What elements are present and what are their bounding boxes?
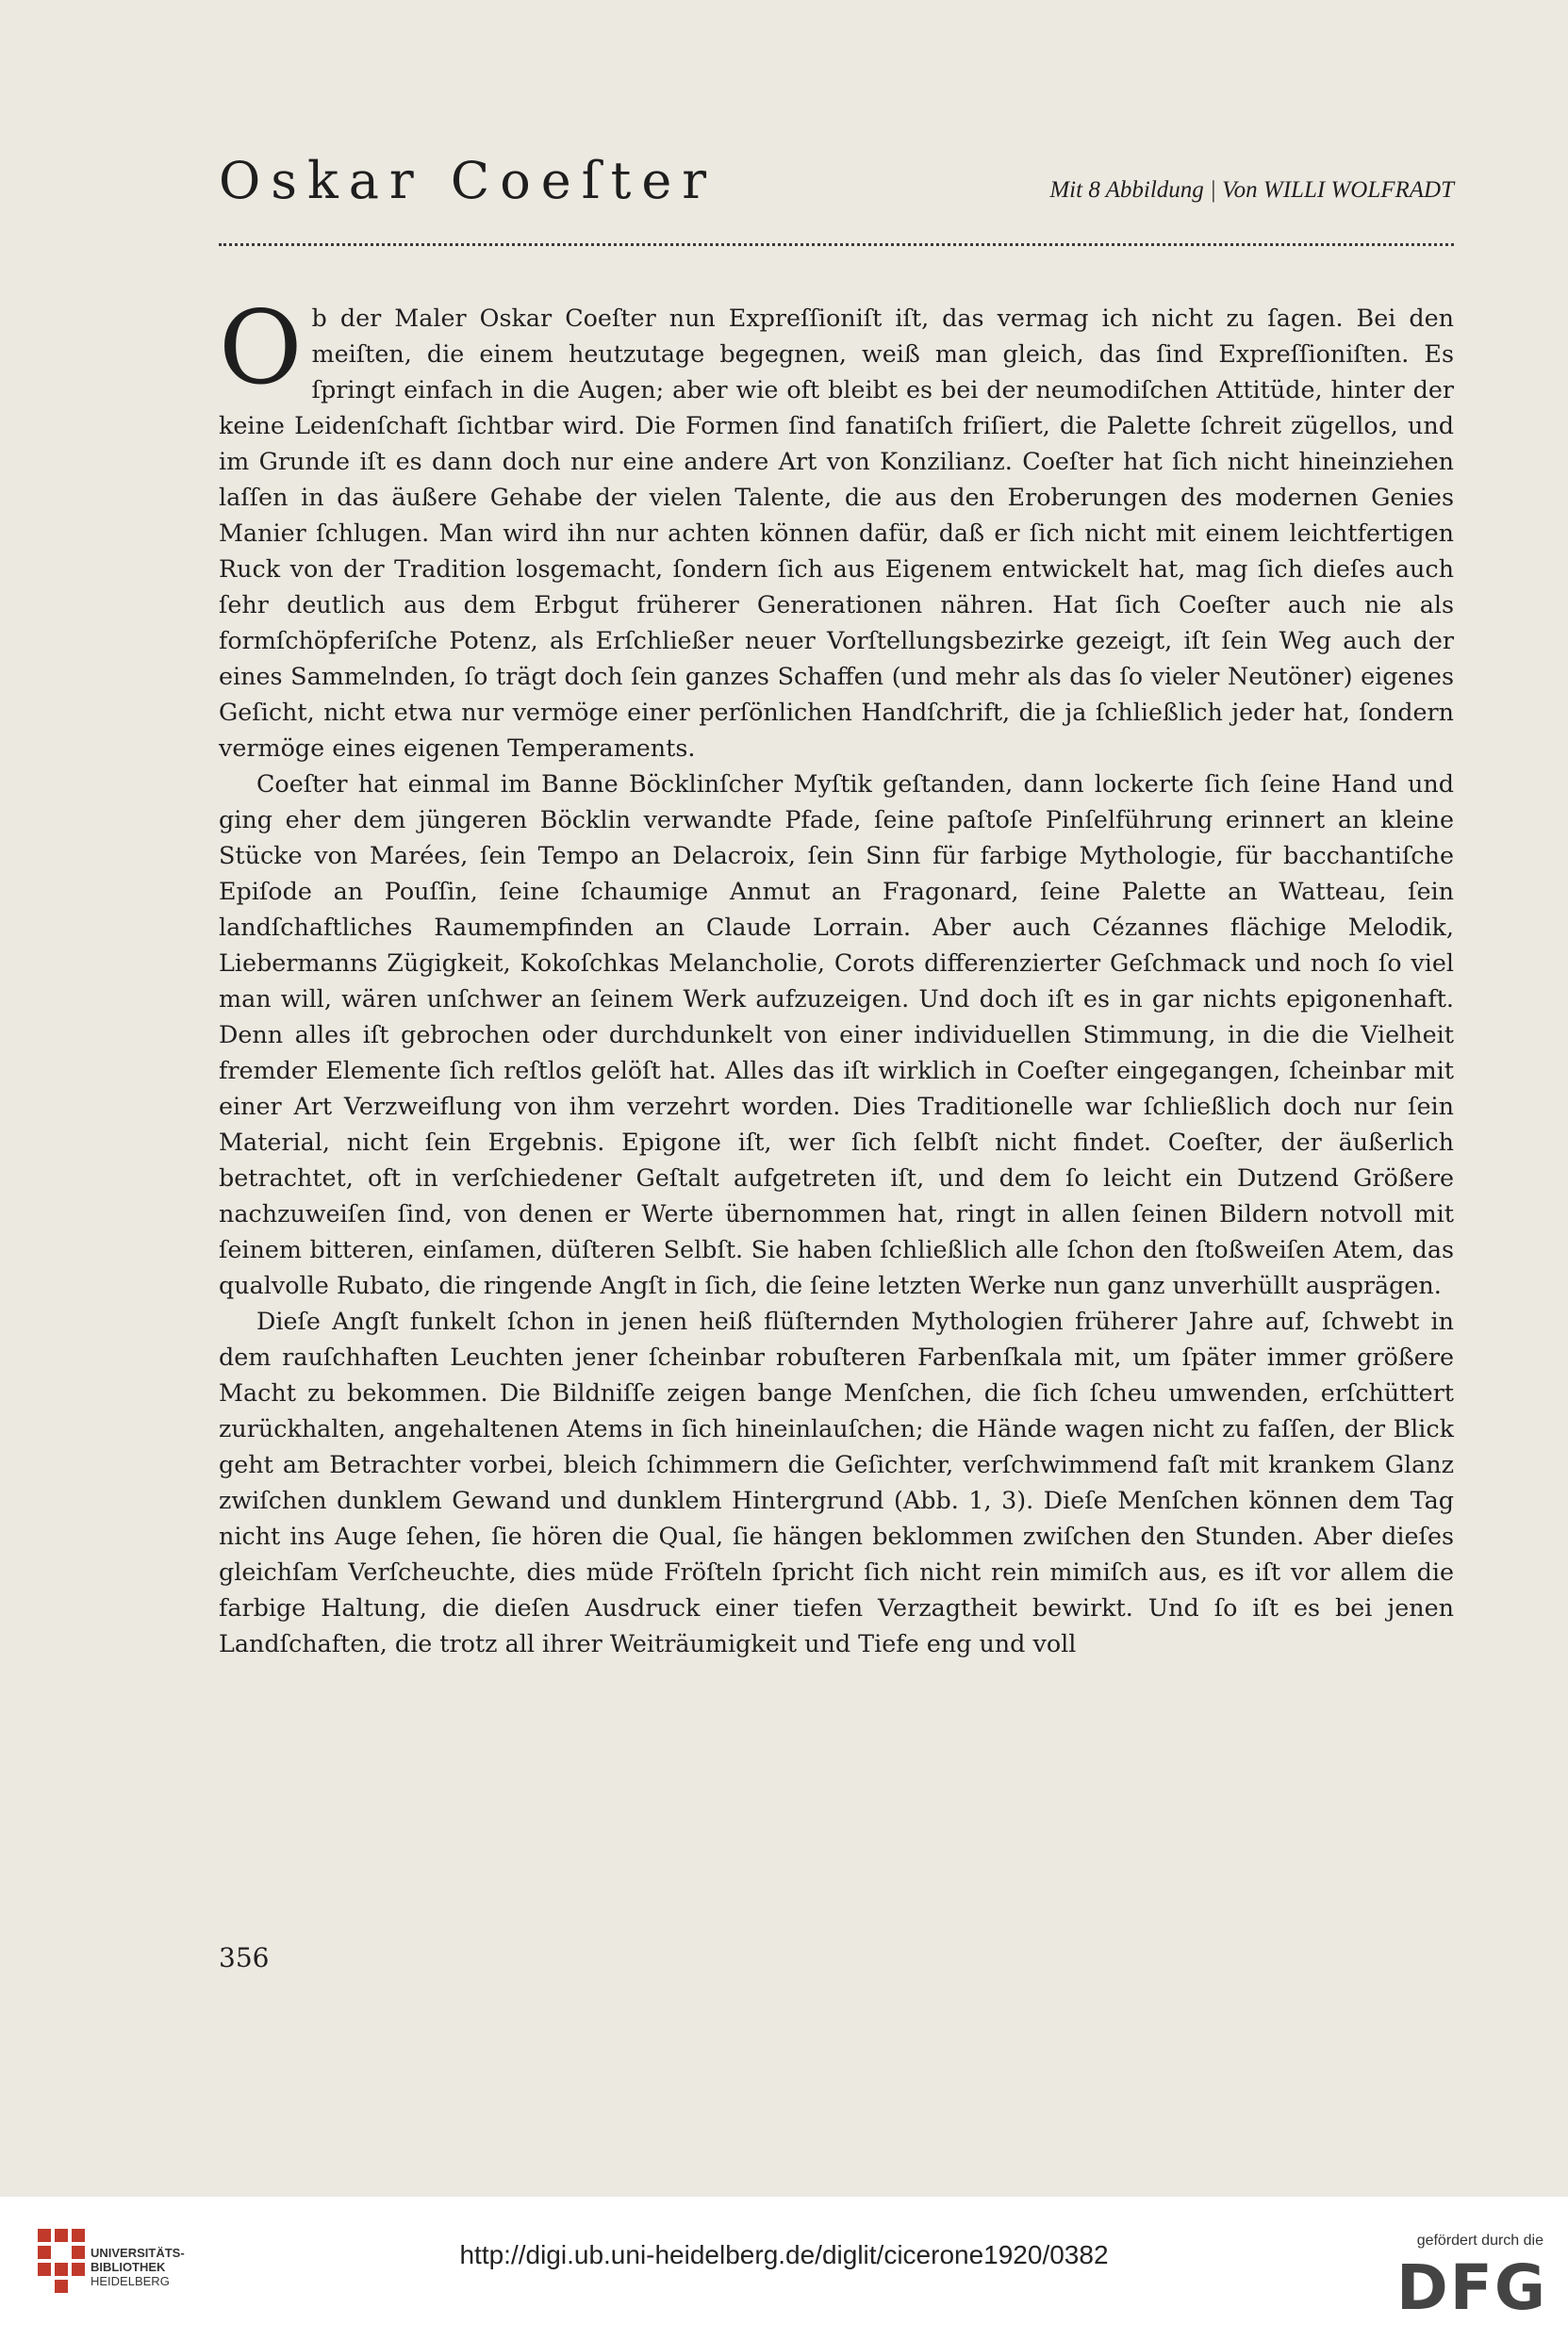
library-line-2: BIBLIOTHEK xyxy=(91,2260,166,2274)
article-title: Oskar Coeſter xyxy=(219,151,718,210)
paragraph-3: Dieſe Angſt funkelt ſchon in jenen heiß flüſternden Mythologien früherer Jahre auf, ſchwebt in dem rauſchhaften Leuchten jener ſcheinbar robuſteren Farbenſkala mit, um ſpäter immer größere Macht zu bekommen. Die Bildniſſe zeigen bange Menſchen, die ſich ſcheu umwenden, erſchüttert zurückhalten, angehaltenen Atems in ſich hineinlauſchen; die Hände wagen nicht zu faſſen, der Blick geht am Betrachter vorbei, bleich ſchimmern die Geſichter, verſchwimmend faſt mit krankem Glanz zwiſchen dunklem Gewand und dunklem Hintergrund (Abb. 1, 3). Dieſe Menſchen können dem Tag nicht ins Auge ſehen, ſie hören die Qual, ſie hängen beklommen zwiſchen den Stunden. Aber dieſes gleichſam Verſcheuchte, dies müde Fröſteln ſpricht ſich nicht rein mimiſch aus, es iſt vor allem die farbige Haltung, die dieſen Ausdruck einer tiefen Verzagtheit bewirkt. Und ſo iſt es bei jenen Landſchaften, die trotz all ihrer Weiträumigkeit und Tiefe eng und voll xyxy=(219,1307,1454,1657)
paragraph-2: Coeſter hat einmal im Banne Böcklinſcher Myſtik geſtanden, dann lockerte ſich ſeine Hand und ging eher dem jüngeren Böcklin verwandte Pfade, ſeine paſtoſe Pinſelführung erinnert an kleine Stücke von Marées, ſein Tempo an Delacroix, ſein Sinn für farbige Mythologie, für bacchantiſche Epiſode an Pouſſin, ſeine ſchaumige Anmut an Fragonard, ſeine Palette an Watteau, ſein landſchaftliches Raumempfinden an Claude Lorrain. Aber auch Cézannes flächige Melodik, Liebermanns Zügigkeit, Kokoſchkas Melancholie, Corots differenzierter Geſchmack und noch ſo viel man will, wären unſchwer an ſeinem Werk aufzuzeigen. Und doch iſt es in gar nichts epigonenhaft. Denn alles iſt gebrochen oder durchdunkelt von einer individuellen Stimmung, in die die Vielheit fremder Elemente ſich reſtlos gelöſt hat. Alles das iſt wirklich in Coeſter eingegangen, ſcheinbar mit einer Art Verzweiflung von ihm verzehrt worden. Dies Traditionelle war ſchließlich doch nur ſein Material, nicht ſein Ergebnis. Epigone iſt, wer ſich ſelbſt nicht findet. Coeſter, der äußerlich betrachtet, oft in verſchiedener Geſtalt aufgetreten iſt, und dem ſo leicht ein Dutzend Größere nachzuweiſen ſind, von denen er Werte übernommen hat, ringt in allen ſeinen Bildern notvoll mit ſeinem bitteren, einſamen, düſteren Selbſt. Sie haben ſchließlich alle ſchon den ſtoßweiſen Atem, das qualvolle Rubato, die ringende Angſt in ſich, die ſeine letzten Werke nun ganz unverhüllt ausprägen. xyxy=(219,769,1454,1299)
permalink-url[interactable]: http://digi.ub.uni-heidelberg.de/diglit/cicerone1920/0382 xyxy=(459,2240,1109,2269)
paragraph-1 xyxy=(219,289,1454,766)
header-dotted-rule xyxy=(219,243,1454,246)
viewer-footer xyxy=(0,2197,1568,2341)
funding-caption: gefördert durch die xyxy=(1416,2233,1543,2249)
page-number: 356 xyxy=(219,1942,270,1973)
library-line-3: HEIDELBERG xyxy=(91,2274,170,2288)
paragraph-1-text: b der Maler Oskar Coeſter nun Expreſſioniſt iſt, das vermag ich nicht zu ſagen. Bei den meiſten, die einem heutzutage begegnen, weiß man gleich, das ſind Expreſſioniſten. Es ſpringt einfach in die Augen; aber wie oft bleibt es bei der neumodiſchen Attitüde, hinter der keine Leidenſchaft ſichtbar wird. Die Formen ſind fanatiſch friſiert, die Palette ſchreit zügellos, und im Grunde iſt es dann doch nur eine andere Art von Konzilianz. Coeſter hat ſich nicht hineinziehen laſſen in das äußere Gehabe der vielen Talente, die aus den Eroberungen des modernen Genies Manier ſchlugen. Man wird ihn nur achten können dafür, daß er ſich nicht mit einem leichtfertigen Ruck von der Tradition losgemacht, ſondern ſich aus Eigenem entwickelt hat, mag ſich dieſes auch ſehr deutlich aus dem Erbgut früherer Generationen nähren. Hat ſich Coeſter auch nie als formſchöpferiſche Potenz, als Erſchließer neuer Vorſtellungsbezirke gezeigt, iſt ſein Weg auch der eines Sammelnden, ſo trägt doch ſein ganzes Schaffen (und mehr als das ſo vieler Neutöner) eigenes Geſicht, nicht etwa nur vermöge einer perſönlichen Handſchrift, die ja ſchließlich jeder hat, ſondern vermöge eines eigenen Temperaments. xyxy=(219,304,1454,762)
article-body xyxy=(219,289,1454,1661)
drop-cap: O xyxy=(219,289,303,407)
article-byline: Mit 8 Abbildung | Von WILLI WOLFRADT xyxy=(1049,177,1454,203)
library-line-1: UNIVERSITÄTS- xyxy=(91,2246,185,2260)
dfg-logo: DFG xyxy=(1395,2251,1547,2324)
article-header xyxy=(219,151,1454,226)
